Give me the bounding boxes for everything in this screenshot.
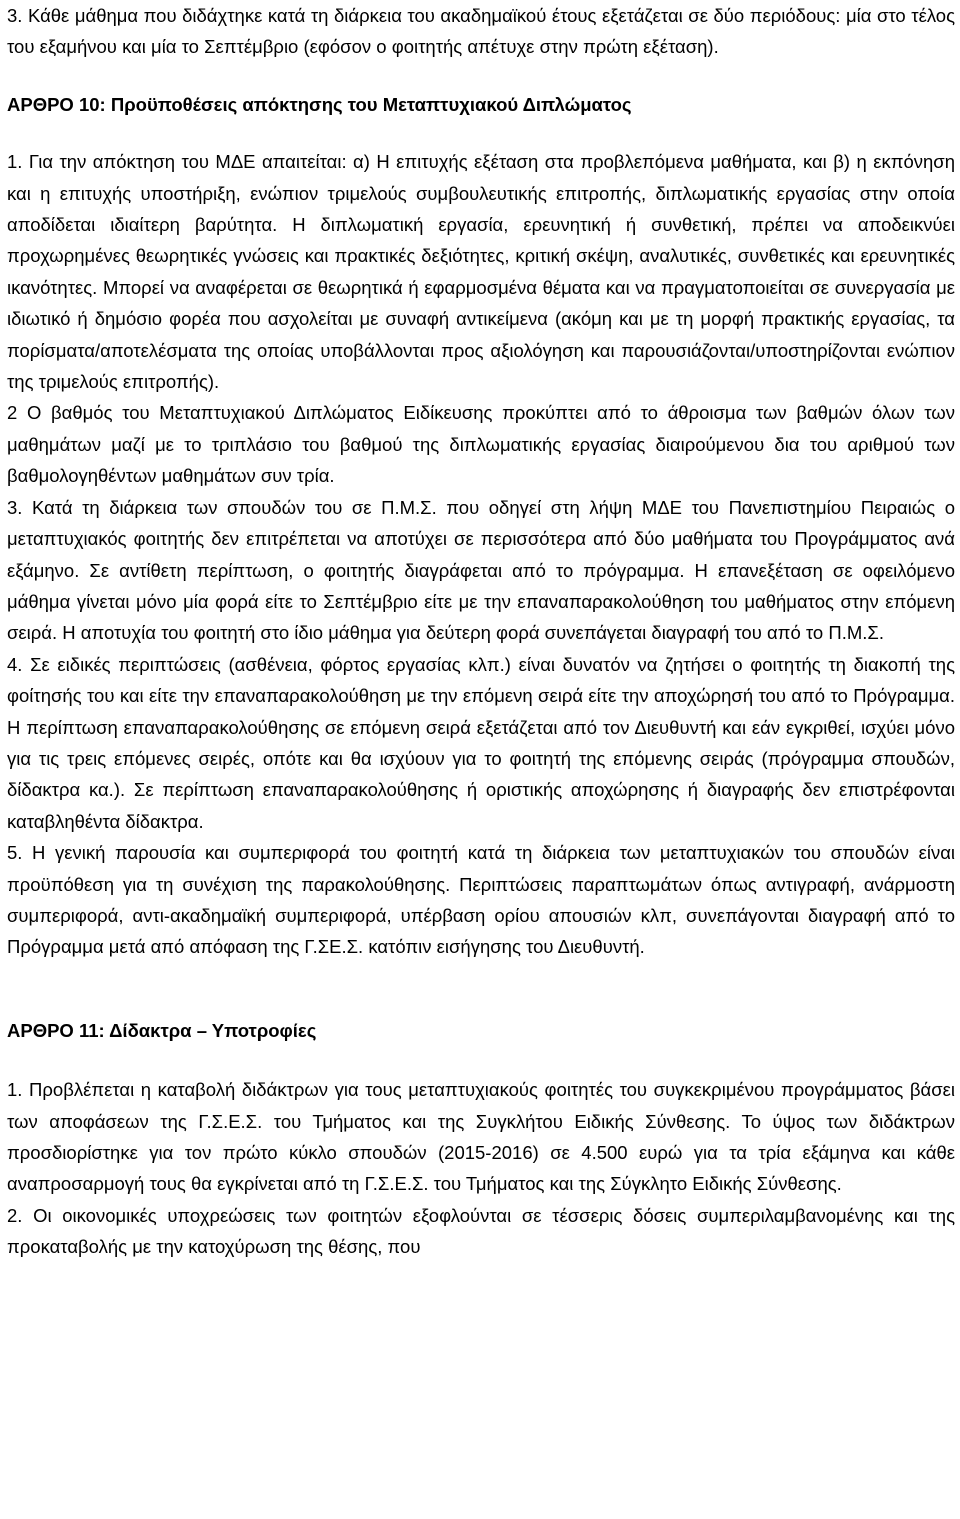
article-10-paragraph-4: 4. Σε ειδικές περιπτώσεις (ασθένεια, φόρτος εργασίας κλπ.) είναι δυνατόν να ζητήσει ο φοιτητής τη διακοπή της φοίτησής του και είτε την επαναπαρακολούθηση με την επόμενη σειρά είτε την αποχώρησή του από το Πρόγραμμα. Η περίπτωση επαναπαρακολούθησης σε επόμενη σειρά εξετάζεται από τον Διευθυντή και εάν εγκριθεί, ισχύει μόνο για τις τρεις επόμενες σειρές, οπότε και θα ισχύουν για το φοιτητή της επόμενης σειράς (πρόγραμμα σπουδών, δίδακτρα κα.). Σε περίπτωση επαναπαρακολούθησης ή οριστικής αποχώρησης ή διαγραφής δεν επιστρέφονται καταβληθέντα δίδακτρα. bbox=[7, 653, 955, 832]
article-10-paragraph-1: 1. Για την απόκτηση του ΜΔΕ απαιτείται: α) Η επιτυχής εξέταση στα προβλεπόμενα μαθήματα, και β) η εκπόνηση και η επιτυχής υποστήριξη, ενώπιον τριμελούς συμβουλευτικής επιτροπής, διπλωματικής εργασίας στην οποία αποδίδεται ιδιαίτερη βαρύτητα. Η διπλωματική εργασία, ερευνητική ή συνθετική, πρέπει να αποδεικνύει προχωρημένες θεωρητικές γνώσεις και πρακτικές δεξιότητες, κριτική σκέψη, αναλυτικές, συνθετικές και ερευνητικές ικανότητες. Μπορεί να αναφέρεται σε θεωρητικά ή εφαρμοσμένα θέματα και να πραγματοποιείται σε συνεργασία με ιδιωτικό ή δημόσιο φορέα που ασχολείται με συναφή αντικείμενα (ακόμη και με τη μορφή πρακτικής εργασίας, τα πορίσματα/αποτελέσματα της οποίας υποβάλλονται προς αξιολόγηση και παρουσιάζονται/υποστηρίζονται ενώπιον της τριμελούς επιτροπής). bbox=[7, 151, 955, 393]
paragraph-3-exam-periods: 3. Κάθε μάθημα που διδάχτηκε κατά τη διάρκεια του ακαδημαϊκού έτους εξετάζεται σε δύο περιόδους: μία στο τέλος του εξαμήνου και μία το Σεπτέμβριο (εφόσον ο φοιτητής απέτυχε στην πρώτη εξέταση). bbox=[7, 5, 955, 58]
article-11-paragraph-1: 1. Προβλέπεται η καταβολή διδάκτρων για τους μεταπτυχιακούς φοιτητές του συγκεκριμένου προγράμματος βάσει των αποφάσεων της Γ.Σ.Ε.Σ. του Τμήματος και της Συγκλήτου Ειδικής Σύνθεσης. Το ύψος των διδάκτρων προσδιορίστηκε για τον πρώτο κύκλο σπουδών (2015-2016) σε 4.500 ευρώ για τα τρία εξάμηνα και κάθε αναπροσαρμογή τους θα εγκρίνεται από τη Γ.Σ.Ε.Σ. του Τμήματος και της Σύγκλητο Ειδικής Σύνθεσης. bbox=[7, 1079, 955, 1195]
article-10-paragraph-5: 5. Η γενική παρουσία και συμπεριφορά του φοιτητή κατά τη διάρκεια των μεταπτυχιακών του σπουδών είναι προϋπόθεση για τη συνέχιση της παρακολούθησης. Περιπτώσεις παραπτωμάτων όπως αντιγραφή, ανάρμοστη συμπεριφορά, αντι-ακαδημαϊκή συμπεριφορά, υπέρβαση ορίου απουσιών κλπ, συνεπάγονται διαγραφή από το Πρόγραμμα μετά από απόφαση της Γ.ΣΕ.Σ. κατόπιν εισήγησης του Διευθυντή. bbox=[7, 842, 955, 958]
article-10-heading: ΑΡΘΡΟ 10: Προϋποθέσεις απόκτησης του Μεταπτυχιακού Διπλώματος bbox=[7, 93, 632, 115]
article-10-paragraph-2: 2 Ο βαθμός του Μεταπτυχιακού Διπλώματος Ειδίκευσης προκύπτει από το άθροισμα των βαθμών όλων των μαθημάτων μαζί με το τριπλάσιο του βαθμού της διπλωματικής εργασίας διαιρούμενου δια του αριθμού των βαθμολογηθέντων μαθημάτων συν τρία. bbox=[7, 402, 955, 487]
article-11-paragraph-2: 2. Οι οικονομικές υποχρεώσεις των φοιτητών εξοφλούνται σε τέσσερις δόσεις συμπεριλαμβανομένης και της προκαταβολής με την κατοχύρωση της θέσης, που bbox=[7, 1204, 955, 1258]
article-11-heading: ΑΡΘΡΟ 11: Δίδακτρα – Υποτροφίες bbox=[7, 1019, 317, 1041]
document-page bbox=[7, 0, 955, 1263]
article-10-paragraph-3: 3. Κατά τη διάρκεια των σπουδών του σε Π.Μ.Σ. που οδηγεί στη λήψη ΜΔΕ του Πανεπιστημίου Πειραιώς ο μεταπτυχιακός φοιτητής δεν επιτρέπεται να αποτύχει σε περισσότερα από δύο μαθήματα του Προγράμματος ανά εξάμηνο. Σε αντίθετη περίπτωση, ο φοιτητής διαγράφεται από το πρόγραμμα. Η επανεξέταση σε οφειλόμενο μάθημα γίνεται μόνο μία φορά είτε το Σεπτέμβριο είτε με την επαναπαρακολούθηση του μαθήματος στην επόμενη σειρά. Η αποτυχία του φοιτητή στο ίδιο μάθημα για δεύτερη φορά συνεπάγεται διαγραφή του από το Π.Μ.Σ. bbox=[7, 496, 955, 644]
